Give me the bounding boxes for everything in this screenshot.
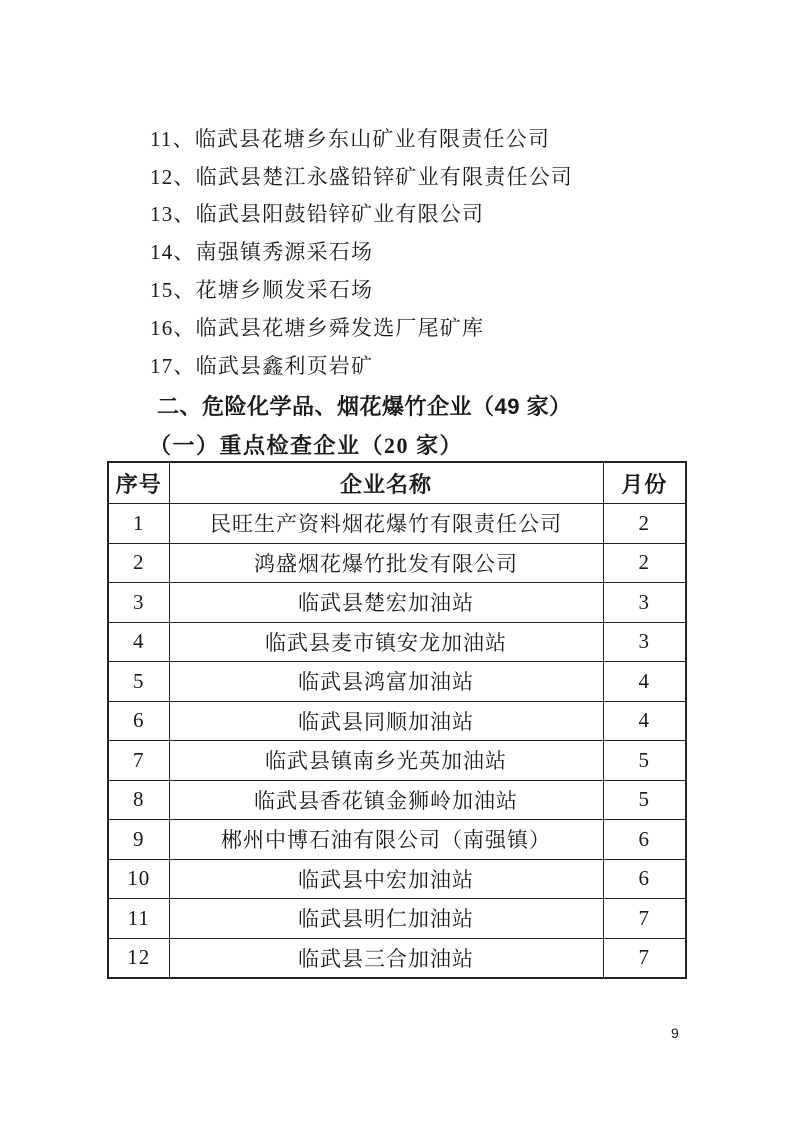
cell-seq: 7 [108,741,169,781]
list-item: 13、临武县阳鼓铅锌矿业有限公司 [150,202,485,227]
table-row [108,543,686,583]
cell-seq: 8 [108,780,169,820]
cell-name: 临武县麦市镇安龙加油站 [169,622,603,662]
cell-month: 6 [603,859,686,899]
table-row [108,662,686,702]
page-number: 9 [671,1025,679,1041]
cell-name: 临武县同顺加油站 [169,701,603,741]
list-item: 15、花塘乡顺发采石场 [150,278,374,303]
cell-month: 6 [603,820,686,860]
cell-name: 临武县镇南乡光英加油站 [169,741,603,781]
cell-name: 民旺生产资料烟花爆竹有限责任公司 [169,504,603,544]
list-item: 12、临武县楚江永盛铅锌矿业有限责任公司 [150,164,573,189]
table-row [108,938,686,978]
list-item: 16、临武县花塘乡舜发选厂尾矿库 [150,315,485,340]
cell-seq: 4 [108,622,169,662]
cell-seq: 2 [108,543,169,583]
cell-seq: 6 [108,701,169,741]
table-row [108,899,686,939]
cell-name: 临武县楚宏加油站 [169,583,603,623]
cell-name: 临武县香花镇金狮岭加油站 [169,780,603,820]
header-cell-month: 月份 [603,462,686,504]
cell-month: 4 [603,662,686,702]
table-row [108,504,686,544]
table-row [108,859,686,899]
table-row [108,583,686,623]
table-header-row [108,462,686,504]
section-heading: 二、危险化学品、烟花爆竹企业（49 家） [157,394,572,419]
cell-month: 4 [603,701,686,741]
cell-month: 2 [603,504,686,544]
list-item: 17、临武县鑫利页岩矿 [150,353,374,378]
table-row [108,780,686,820]
list-item: 11、临武县花塘乡东山矿业有限责任公司 [150,126,551,151]
cell-seq: 10 [108,859,169,899]
cell-seq: 5 [108,662,169,702]
cell-name: 临武县中宏加油站 [169,859,603,899]
cell-name: 临武县鸿富加油站 [169,662,603,702]
cell-month: 3 [603,622,686,662]
table-row [108,820,686,860]
cell-name: 郴州中博石油有限公司（南强镇） [169,820,603,860]
table-row [108,741,686,781]
table-row [108,701,686,741]
cell-month: 3 [603,583,686,623]
subsection-heading: （一）重点检查企业（20 家） [149,433,464,458]
cell-name: 临武县明仁加油站 [169,899,603,939]
cell-seq: 3 [108,583,169,623]
inspection-table [107,461,687,979]
enterprise-list [150,119,710,384]
cell-seq: 11 [108,899,169,939]
list-item: 14、南强镇秀源采石场 [150,240,374,265]
cell-seq: 9 [108,820,169,860]
cell-month: 7 [603,938,686,978]
cell-name: 临武县三合加油站 [169,938,603,978]
table-row [108,622,686,662]
cell-seq: 1 [108,504,169,544]
cell-month: 2 [603,543,686,583]
cell-month: 5 [603,780,686,820]
cell-seq: 12 [108,938,169,978]
cell-month: 7 [603,899,686,939]
cell-name: 鸿盛烟花爆竹批发有限公司 [169,543,603,583]
cell-month: 5 [603,741,686,781]
header-cell-seq: 序号 [108,462,169,504]
header-cell-name: 企业名称 [169,462,603,504]
